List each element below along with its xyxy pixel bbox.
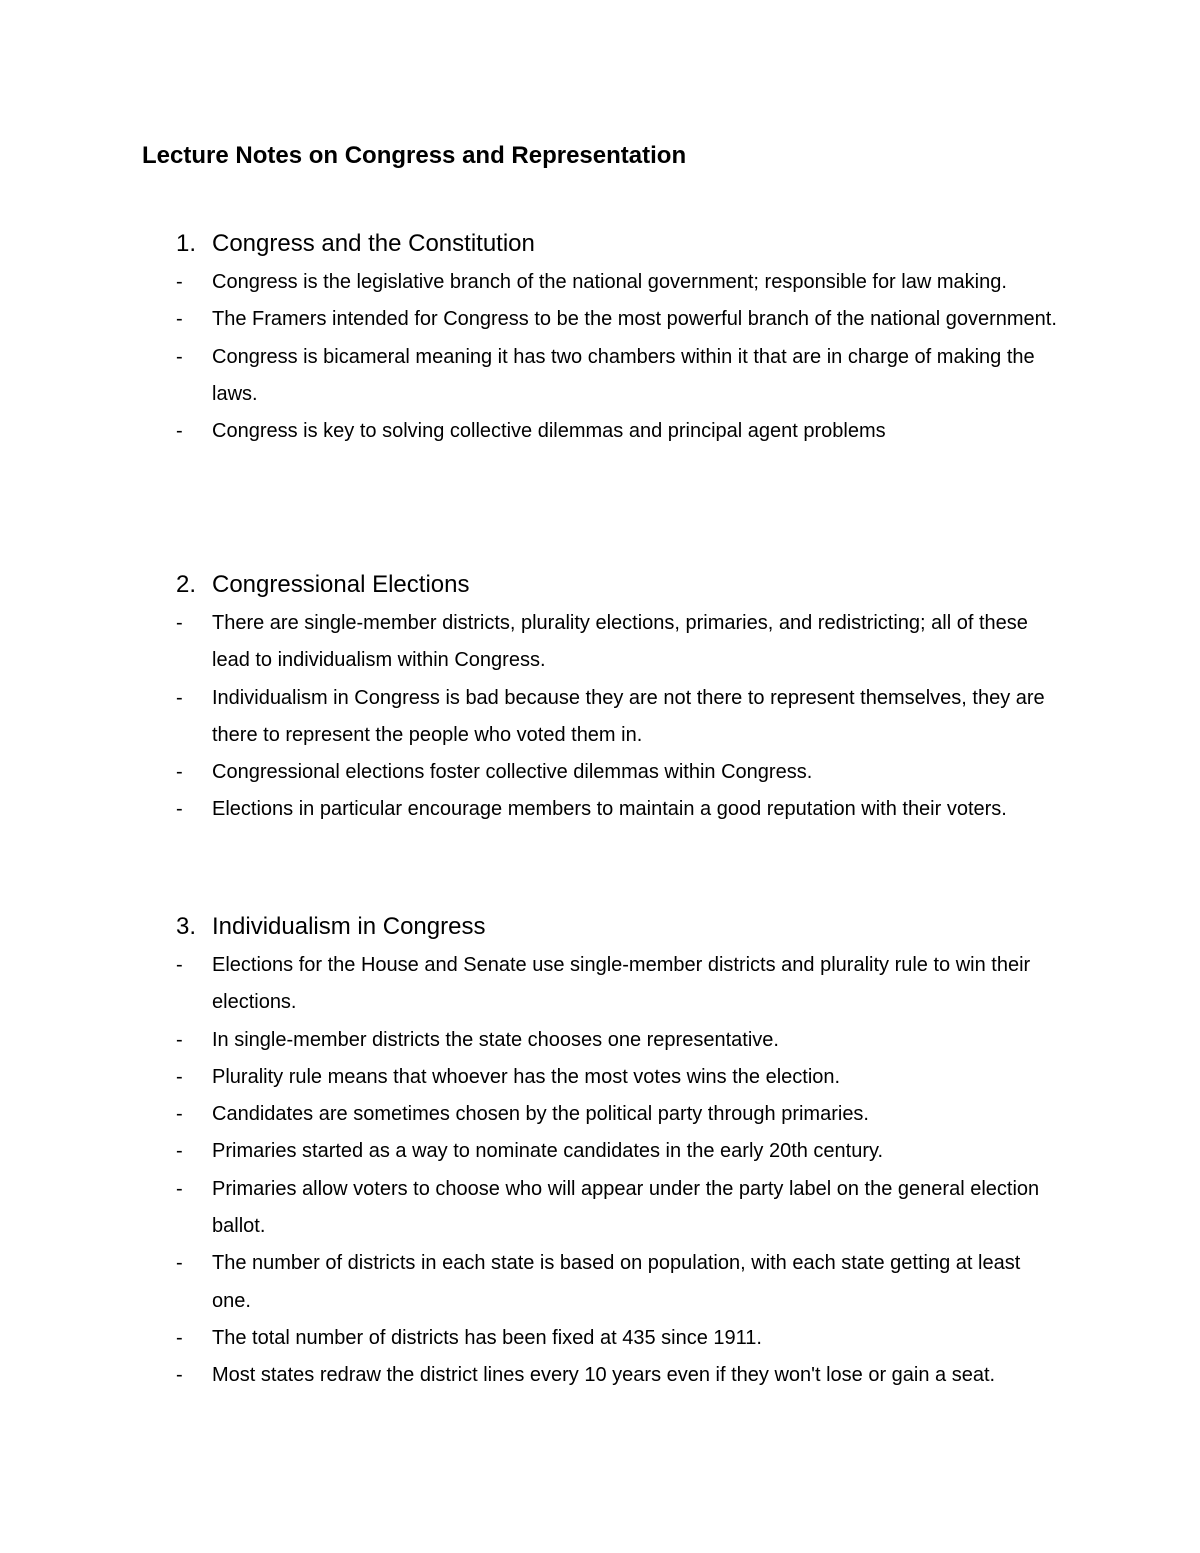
list-item-text: Congress is bicameral meaning it has two chambers within it that are in charge of making the laws. [212,345,1035,405]
section-heading [0,224,1200,264]
list-item-text: Congress is key to solving collective dilemmas and principal agent problems [212,420,886,443]
list-item [0,413,1062,450]
list-item-text: Congress is the legislative branch of the national government; responsible for law making. [212,271,1007,293]
dash-bullet-icon: - [176,1065,183,1088]
list-item [0,1133,1062,1170]
list-item [0,264,1062,301]
list-item-text: Individualism in Congress is bad because they are not there to represent themselves, they are there to represent the people who voted them in. [212,686,1045,746]
dash-bullet-icon: - [176,686,183,709]
list-item-text: There are single-member districts, plurality elections, primaries, and redistricting; all of these lead to individualism within Congress. [212,612,1028,672]
list-item [0,1357,1062,1394]
list-item-text: The number of districts in each state is based on population, with each state getting at least one. [212,1252,1021,1312]
section-individualism-in-congress [0,907,1200,1395]
section-title: Congressional Elections [212,571,470,598]
dash-bullet-icon: - [176,1028,183,1051]
bullet-list [0,947,1200,1395]
dash-bullet-icon: - [176,345,183,368]
list-item-text: Candidates are sometimes chosen by the political party through primaries. [212,1103,869,1126]
dash-bullet-icon: - [176,420,183,443]
dash-bullet-icon: - [176,1103,183,1126]
list-item [0,1022,1062,1059]
list-item-text: Congressional elections foster collective dilemmas within Congress. [212,761,813,784]
section-number: 1. [176,230,197,257]
dash-bullet-icon: - [176,1326,183,1349]
section-congress-and-constitution [0,224,1200,450]
dash-bullet-icon: - [176,798,183,821]
list-item [0,1320,1062,1357]
list-item-text: Primaries started as a way to nominate candidates in the early 20th century. [212,1140,884,1163]
dash-bullet-icon: - [176,271,183,293]
section-heading [0,565,1200,605]
bullet-list [0,264,1200,450]
section-number: 3. [176,913,197,940]
list-item [0,301,1062,338]
list-item [0,1096,1062,1133]
section-congressional-elections [0,565,1200,829]
list-item [0,680,1062,755]
list-item [0,754,1062,791]
list-item [0,947,1062,1022]
dash-bullet-icon: - [176,1252,183,1275]
list-item-text: Elections for the House and Senate use single-member districts and plurality rule to win their elections. [212,954,1031,1014]
dash-bullet-icon: - [176,308,183,331]
list-item [0,1171,1062,1246]
list-item-text: Plurality rule means that whoever has the most votes wins the election. [212,1065,841,1088]
dash-bullet-icon: - [176,1177,183,1200]
document-title: Lecture Notes on Congress and Representation [142,142,687,169]
list-item [0,1059,1062,1096]
list-item-text: Primaries allow voters to choose who will appear under the party label on the general election ballot. [212,1177,1040,1238]
list-item-text: Elections in particular encourage members to maintain a good reputation with their voters. [212,798,1007,821]
list-item [0,791,1062,828]
list-item [0,605,1062,680]
dash-bullet-icon: - [176,954,183,976]
section-title: Individualism in Congress [212,913,486,940]
list-item-text: The Framers intended for Congress to be the most powerful branch of the national government. [212,308,1057,331]
section-title: Congress and the Constitution [212,230,535,257]
list-item [0,339,1062,414]
section-heading [0,907,1200,947]
list-item-text: The total number of districts has been fixed at 435 since 1911. [212,1326,762,1349]
bullet-list [0,605,1200,829]
list-item-text: In single-member districts the state chooses one representative. [212,1028,779,1051]
dash-bullet-icon: - [176,1364,183,1387]
section-number: 2. [176,571,197,598]
dash-bullet-icon: - [176,761,183,784]
dash-bullet-icon: - [176,1140,183,1163]
dash-bullet-icon: - [176,612,183,634]
list-item-text: Most states redraw the district lines every 10 years even if they won't lose or gain a seat. [212,1364,996,1387]
list-item [0,1245,1062,1320]
